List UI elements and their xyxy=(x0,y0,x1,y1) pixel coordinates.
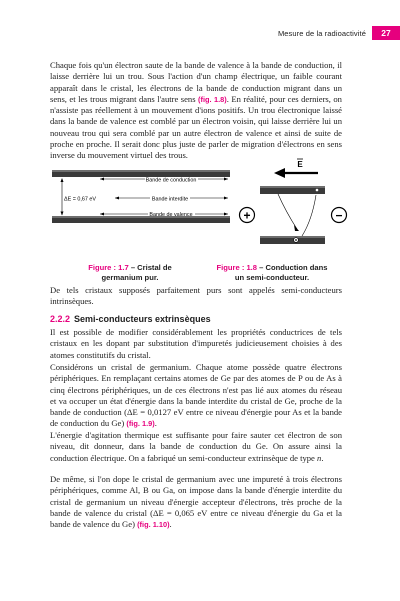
figure-reference-1-8[interactable]: (fig. 1.8) xyxy=(198,94,227,104)
paragraph-thermal-part2: . xyxy=(321,452,324,463)
minus-sign: − xyxy=(335,208,343,223)
electric-field-arrow-icon xyxy=(274,168,285,178)
label-valence-band: Bande de valence xyxy=(149,212,193,218)
paragraph-germanium-part2: . xyxy=(154,418,157,429)
figures-1-7-1-8 xyxy=(50,160,350,258)
running-header xyxy=(278,26,400,40)
label-conduction-band: Bande de conduction xyxy=(145,177,197,184)
plus-sign: + xyxy=(243,208,251,223)
paragraph-germanium-part1: Considérons un cristal de germanium. Chaque atome possède quatre électrons périphériques. En remplaçant certains atomes de Ge par des atomes de P ou de As à cinq électrons périphériques, un de ces électrons n'est pas lié aux atomes du réseau et va occuper un état d'énergie dans la bande interdite du cristal de Ge, proche de la bande de conduction (ΔE = 0,0127 eV entre ce niveau d'énergie pour As et la bande de conduction du Ge) xyxy=(50,362,342,429)
paragraph-acceptor-part1: De même, si l'on dope le cristal de germanium avec une impureté à trois électrons périphériques, comme Al, B ou Ga, on impose dans la bande d'énergie interdite du cristal de germanium un niveau d'énergie accepteur d'électrons, très proche de la bande de valence du cristal (ΔE = 0,065 eV entre ce niveau d'énergie du Ga et la bande de valence du Ge) xyxy=(50,474,342,530)
paragraph-thermal-part1: L'énergie d'agitation thermique est suffisante pour faire sauter cet électron de son niveau, dit donneur, dans la bande de conduction du Ge. On assure ainsi la conduction électrique. On a fabriqué un semi-conducteur extrinsèque de type xyxy=(50,430,342,463)
caption-figure-1-8 xyxy=(212,263,332,282)
section-number: 2.2.2 xyxy=(50,314,71,324)
paragraph-acceptor xyxy=(50,474,342,530)
caption-label-1-8: Figure : 1.8 xyxy=(216,263,258,272)
paragraph-thermal-type: n xyxy=(317,452,322,463)
paragraph-holes-part1: Chaque fois qu'un électron saute de la bande de valence à la bande de conduction, il laisse derrière lui un trou. Sous l'action d'un champ électrique, un faible courant apparaît dans le cristal, les électrons de la bande de conduction migrant dans un sens, et les trous migrant dans l'autre sens xyxy=(50,60,342,104)
caption-text-1-7: – Cristal de germanium pur. xyxy=(101,263,172,282)
label-delta-e: ΔE = 0,67 eV xyxy=(64,196,96,203)
paragraph-doping: Il est possible de modifier considérablement les propriétés conductrices de tels cristaux en les dopant par substitution d'impuretés judicieusement choisies à des atomes constitutifs du cristal. xyxy=(50,327,342,360)
figure-1-8-diagram xyxy=(240,159,347,244)
section-heading xyxy=(50,314,211,324)
caption-text-1-8: – Conduction dans un semi-conducteur. xyxy=(234,263,328,282)
figure-1-7-diagram xyxy=(52,170,230,223)
paragraph-acceptor-part2: . xyxy=(169,519,172,530)
page-number-badge: 27 xyxy=(372,26,400,40)
section-title: Semi-conducteurs extrinsèques xyxy=(74,314,211,324)
paragraph-thermal xyxy=(50,430,342,464)
electron-dot xyxy=(316,189,319,192)
figure-reference-1-10[interactable]: (fig. 1.10) xyxy=(137,520,170,530)
caption-label-1-7: Figure : 1.7 xyxy=(88,263,129,272)
paragraph-intrinsic: De tels cristaux supposés parfaitement purs sont appelés semi-conducteurs intrinsèques. xyxy=(50,285,342,307)
field-label: E xyxy=(297,160,303,169)
running-title: Mesure de la radioactivité xyxy=(277,28,366,38)
label-forbidden-band: Bande interdite xyxy=(151,196,189,203)
paragraph-holes-part2: . En réalité, pour ces derniers, on n'assiste pas réellement à un mouvement d'ions positifs. Un trou électronique laissé dans la bande de valence est comblé par un électron voisin, qui laisse derrière lui un nouveau trou qui sera comblé par un autre électron de valence et ainsi de suite de proche en proche. Il serait donc plus juste de parler de migration d'électrons en sens inverse du mouvement virtuel des trous. xyxy=(50,93,342,161)
figure-reference-1-9[interactable]: (fig. 1.9) xyxy=(126,419,155,429)
paragraph-holes xyxy=(50,60,342,162)
paragraph-germanium xyxy=(50,362,342,430)
caption-figure-1-7 xyxy=(70,263,190,282)
